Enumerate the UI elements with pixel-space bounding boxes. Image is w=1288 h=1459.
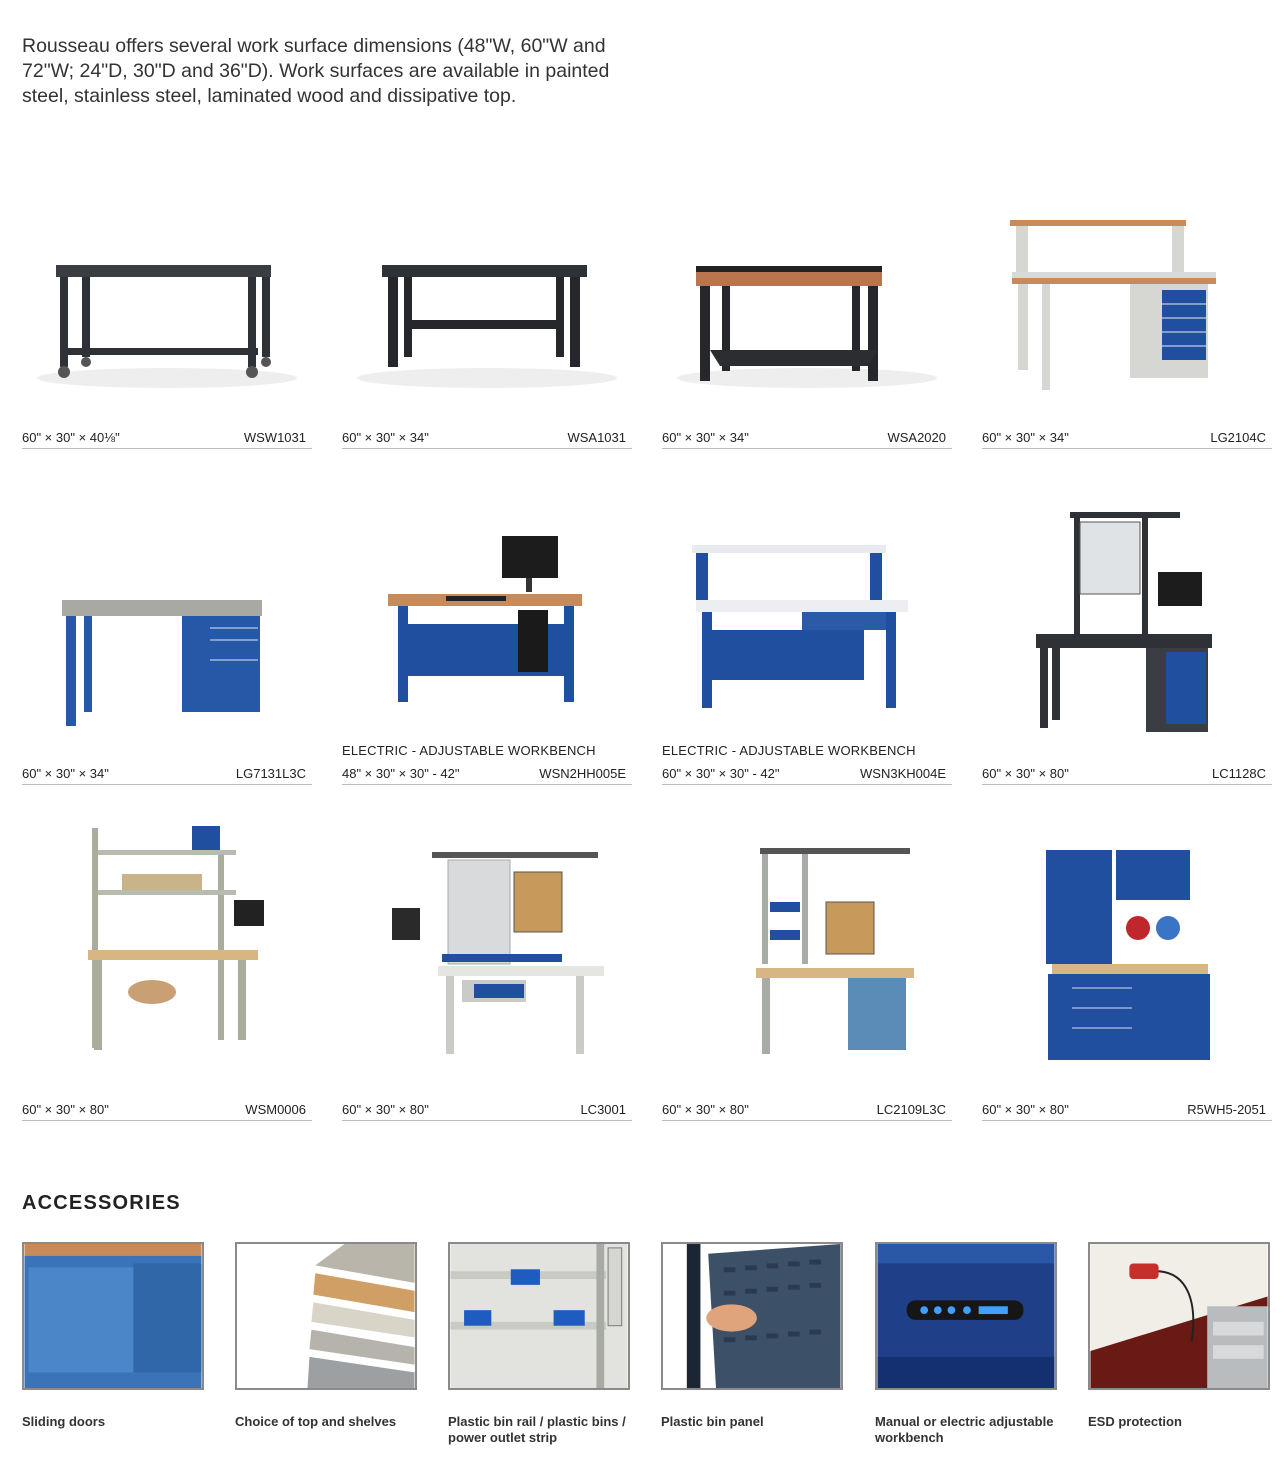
divider xyxy=(342,784,632,785)
divider xyxy=(342,448,632,449)
accessory-card[interactable] xyxy=(235,1242,417,1430)
product-card[interactable] xyxy=(982,500,1272,800)
accessories-heading: ACCESSORIES xyxy=(22,1192,181,1214)
product-card[interactable] xyxy=(662,200,952,500)
divider xyxy=(22,448,312,449)
product-code: LC3001 xyxy=(580,1102,626,1117)
workbench-image xyxy=(982,500,1272,740)
workbench-image xyxy=(662,200,952,400)
adjustable-control-image xyxy=(875,1242,1057,1390)
sliding-doors-image xyxy=(22,1242,204,1390)
product-dimensions: 60" × 30" × 80" xyxy=(982,1102,1069,1117)
divider xyxy=(662,1120,952,1121)
product-code: WSN2HH005E xyxy=(539,766,626,781)
workbench-image xyxy=(662,820,952,1070)
bin-panel-image xyxy=(661,1242,843,1390)
product-card[interactable] xyxy=(22,500,312,800)
product-dimensions: 48" × 30" × 30" - 42" xyxy=(342,766,460,781)
product-dimensions: 60" × 30" × 80" xyxy=(662,1102,749,1117)
accessory-label: Manual or electric adjustable workbench xyxy=(875,1414,1054,1445)
divider xyxy=(662,448,952,449)
product-code: R5WH5-2051 xyxy=(1187,1102,1266,1117)
product-dimensions: 60" × 30" × 80" xyxy=(22,1102,109,1117)
product-dimensions: 60" × 30" × 34" xyxy=(662,430,749,445)
product-card[interactable] xyxy=(662,500,952,800)
product-code: LC2109L3C xyxy=(876,1102,946,1117)
product-card[interactable] xyxy=(662,820,952,1120)
workbench-image xyxy=(22,500,312,740)
product-card[interactable] xyxy=(342,200,632,500)
product-code: WSN3KH004E xyxy=(860,766,946,781)
accessory-card[interactable] xyxy=(22,1242,204,1430)
bin-rail-image xyxy=(448,1242,630,1390)
accessory-card[interactable] xyxy=(875,1242,1057,1446)
tops-and-shelves-image xyxy=(235,1242,417,1390)
workbench-image xyxy=(982,820,1272,1070)
product-dimensions: 60" × 30" × 80" xyxy=(982,766,1069,781)
workbench-image xyxy=(662,500,952,722)
product-tag: ELECTRIC - ADJUSTABLE WORKBENCH xyxy=(662,743,916,758)
esd-protection-image xyxy=(1088,1242,1270,1390)
divider xyxy=(662,784,952,785)
intro-paragraph: Rousseau offers several work surface dimensions (48"W, 60"W and 72"W; 24"D, 30"D and 36"D). Work surfaces are available in painted steel, stainless steel, laminated wood and dissipative top. xyxy=(22,35,610,107)
product-code: WSW1031 xyxy=(243,430,306,445)
accessory-label: Plastic bin panel xyxy=(661,1414,764,1429)
product-code: LG7131L3C xyxy=(235,766,306,781)
accessory-label: Sliding doors xyxy=(22,1414,106,1429)
product-row-1 xyxy=(22,200,1272,500)
product-tag: ELECTRIC - ADJUSTABLE WORKBENCH xyxy=(342,743,596,758)
product-card[interactable] xyxy=(982,820,1272,1120)
divider xyxy=(22,784,312,785)
product-card[interactable] xyxy=(22,200,312,500)
accessory-card[interactable] xyxy=(448,1242,630,1446)
workbench-image xyxy=(342,200,632,400)
workbench-image xyxy=(22,820,312,1070)
accessory-card[interactable] xyxy=(1088,1242,1270,1430)
product-code: WSA2020 xyxy=(887,430,946,445)
accessory-label: ESD protection xyxy=(1088,1414,1182,1429)
workbench-image xyxy=(982,200,1272,400)
divider xyxy=(342,1120,632,1121)
divider xyxy=(982,1120,1272,1121)
product-code: WSA1031 xyxy=(567,430,626,445)
workbench-image xyxy=(342,820,632,1070)
product-card[interactable] xyxy=(342,500,632,800)
accessory-label: Choice of top and shelves xyxy=(235,1414,397,1429)
product-code: LG2104C xyxy=(1210,430,1266,445)
product-dimensions: 60" × 30" × 40⅛" xyxy=(22,430,120,445)
product-dimensions: 60" × 30" × 30" - 42" xyxy=(662,766,780,781)
product-card[interactable] xyxy=(22,820,312,1120)
product-dimensions: 60" × 30" × 34" xyxy=(22,766,109,781)
accessory-label: Plastic bin rail / plastic bins / power outlet strip xyxy=(448,1414,626,1445)
product-card[interactable] xyxy=(982,200,1272,500)
product-code: LC1128C xyxy=(1212,766,1266,781)
product-dimensions: 60" × 30" × 80" xyxy=(342,1102,429,1117)
product-dimensions: 60" × 30" × 34" xyxy=(342,430,429,445)
accessory-card[interactable] xyxy=(661,1242,843,1430)
product-card[interactable] xyxy=(342,820,632,1120)
divider xyxy=(982,448,1272,449)
product-dimensions: 60" × 30" × 34" xyxy=(982,430,1069,445)
product-row-3 xyxy=(22,820,1272,1120)
workbench-image xyxy=(342,500,632,722)
product-row-2 xyxy=(22,500,1272,800)
divider xyxy=(22,1120,312,1121)
divider xyxy=(982,784,1272,785)
product-code: WSM0006 xyxy=(245,1102,306,1117)
workbench-image xyxy=(22,200,312,400)
